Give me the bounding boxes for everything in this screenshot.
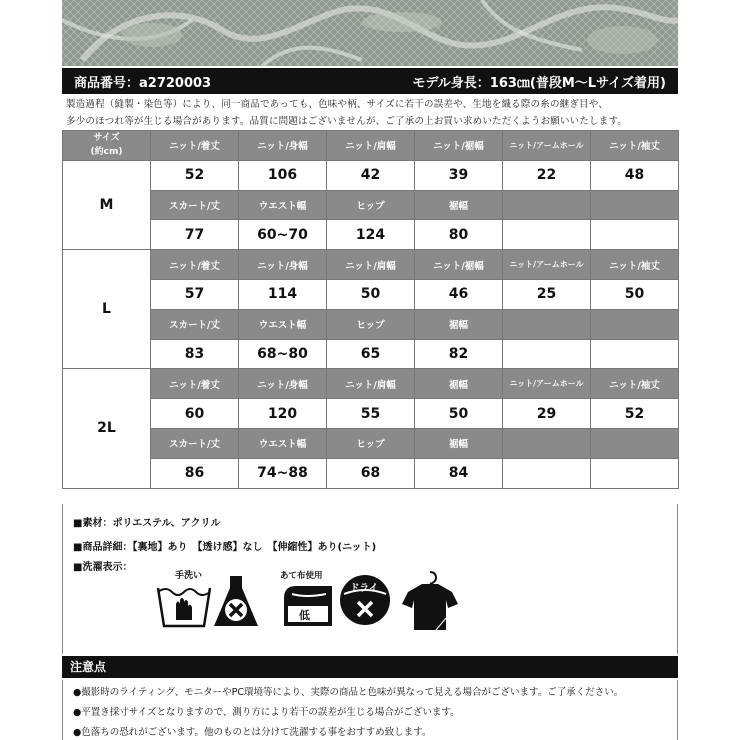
column-header: 裾幅 — [415, 190, 503, 220]
table-cell: 124 — [327, 220, 415, 250]
column-header: ヒップ — [327, 190, 415, 220]
model-height: モデル身長：163㎝(普段M～Lサイズ着用) — [412, 75, 666, 91]
table-cell: 77 — [151, 220, 239, 250]
blank-header — [503, 309, 591, 339]
material-text: ■素材：ポリエステル、アクリル — [73, 518, 221, 529]
table-cell: 50 — [415, 399, 503, 429]
iron-low-label: 低 — [299, 609, 310, 622]
no-bleach-icon — [214, 576, 258, 626]
size-M: M — [63, 160, 151, 249]
size-unit-header — [63, 131, 151, 161]
column-header: ニット/アームホール — [503, 250, 591, 280]
column-header: ニット/身幅 — [239, 131, 327, 161]
blank-cell — [503, 339, 591, 369]
lace-fabric-photo — [62, 0, 678, 66]
size-table — [62, 130, 679, 489]
column-header: ニット/着丈 — [151, 250, 239, 280]
table-cell: 114 — [239, 279, 327, 309]
table-cell: 83 — [151, 339, 239, 369]
table-cell: 22 — [503, 160, 591, 190]
care-icons — [152, 566, 482, 632]
notice-line: 多少のほつれ等が生じる場合があります。品質に問題はございませんが、ご了承の上お買い求めいただくようお願いいたします。 — [66, 116, 628, 127]
item-number: 商品番号：a2720003 — [74, 75, 212, 91]
table-cell: 52 — [591, 399, 679, 429]
column-header: ニット/身幅 — [239, 369, 327, 399]
table-cell: 25 — [503, 279, 591, 309]
column-header: スカート/丈 — [151, 190, 239, 220]
caution-item: ●撮影時のライティング、モニターやPC環境等により、実際の商品と色味が異なって見える場合がございます。ご了承ください。 — [73, 687, 624, 698]
column-header: ニット/袖丈 — [591, 250, 679, 280]
column-header: スカート/丈 — [151, 309, 239, 339]
table-cell: 80 — [415, 220, 503, 250]
column-header: ヒップ — [327, 309, 415, 339]
iron-cloth-label: あて布使用 — [280, 571, 323, 581]
table-cell: 29 — [503, 399, 591, 429]
table-cell: 65 — [327, 339, 415, 369]
column-header: スカート/丈 — [151, 428, 239, 458]
blank-header — [591, 309, 679, 339]
size-2L: 2L — [63, 369, 151, 488]
caution-list — [62, 680, 678, 740]
column-header: 裾幅 — [415, 309, 503, 339]
column-header: ウエスト幅 — [239, 428, 327, 458]
hand-wash-icon — [158, 569, 210, 626]
table-cell: 84 — [415, 458, 503, 488]
table-cell: 68~80 — [239, 339, 327, 369]
blank-header — [503, 190, 591, 220]
table-cell: 74~88 — [239, 458, 327, 488]
blank-cell — [591, 220, 679, 250]
column-header: ニット/裾幅 — [415, 131, 503, 161]
blank-header — [503, 428, 591, 458]
table-cell: 50 — [327, 279, 415, 309]
blank-cell — [503, 220, 591, 250]
product-header — [62, 68, 678, 94]
blank-header — [591, 190, 679, 220]
unit-label: (約cm) — [90, 147, 123, 158]
size-L: L — [63, 250, 151, 369]
column-header: ニット/肩幅 — [327, 250, 415, 280]
caution-item: ●色落ちの恐れがございます。他のものとは分けて洗濯する事をおすすめ致します。 — [73, 727, 432, 738]
manufacturing-notice — [62, 96, 678, 130]
details-text: ■商品詳細：【裏地】あり 【透け感】なし 【伸縮性】あり(ニット) — [73, 542, 377, 553]
column-header: ニット/袖丈 — [591, 131, 679, 161]
table-cell: 106 — [239, 160, 327, 190]
blank-cell — [591, 458, 679, 488]
table-cell: 60~70 — [239, 220, 327, 250]
size-label: サイズ — [93, 133, 120, 144]
blank-cell — [591, 339, 679, 369]
hang-dry-icon — [402, 572, 458, 630]
column-header: ニット/着丈 — [151, 369, 239, 399]
column-header: ニット/袖丈 — [591, 369, 679, 399]
table-cell: 55 — [327, 399, 415, 429]
column-header: 裾幅 — [415, 369, 503, 399]
table-cell: 68 — [327, 458, 415, 488]
hand-wash-label: 手洗い — [175, 571, 203, 581]
column-header: ニット/アームホール — [503, 131, 591, 161]
dry-label: ドライ — [350, 583, 379, 594]
caution-item: ●平置き採寸サイズとなりますので、測り方により若干の誤差が生じる場合がございます。 — [73, 707, 460, 718]
table-cell: 50 — [591, 279, 679, 309]
table-cell: 42 — [327, 160, 415, 190]
column-header: ニット/着丈 — [151, 131, 239, 161]
table-cell: 39 — [415, 160, 503, 190]
no-dry-clean-icon — [340, 575, 390, 625]
table-cell: 52 — [151, 160, 239, 190]
column-header: 裾幅 — [415, 428, 503, 458]
column-header: ニット/肩幅 — [327, 131, 415, 161]
caution-title: 注意点 — [62, 656, 678, 678]
column-header: ウエスト幅 — [239, 190, 327, 220]
blank-header — [591, 428, 679, 458]
column-header: ニット/裾幅 — [415, 250, 503, 280]
table-cell: 82 — [415, 339, 503, 369]
table-cell: 46 — [415, 279, 503, 309]
iron-with-cloth-icon — [280, 570, 332, 626]
notice-line: 製造過程（縫製・染色等）により、同一商品であっても、色味や柄、サイズに若干の誤差や、生地を織る際の糸の継ぎ目や、 — [66, 99, 608, 110]
column-header: ニット/肩幅 — [327, 369, 415, 399]
table-cell: 60 — [151, 399, 239, 429]
table-cell: 57 — [151, 279, 239, 309]
column-header: ウエスト幅 — [239, 309, 327, 339]
washing-label: ■洗濯表示： — [73, 562, 133, 573]
column-header: ニット/身幅 — [239, 250, 327, 280]
table-cell: 120 — [239, 399, 327, 429]
column-header: ヒップ — [327, 428, 415, 458]
table-cell: 86 — [151, 458, 239, 488]
table-cell: 48 — [591, 160, 679, 190]
column-header: ニット/アームホール — [503, 369, 591, 399]
blank-cell — [503, 458, 591, 488]
